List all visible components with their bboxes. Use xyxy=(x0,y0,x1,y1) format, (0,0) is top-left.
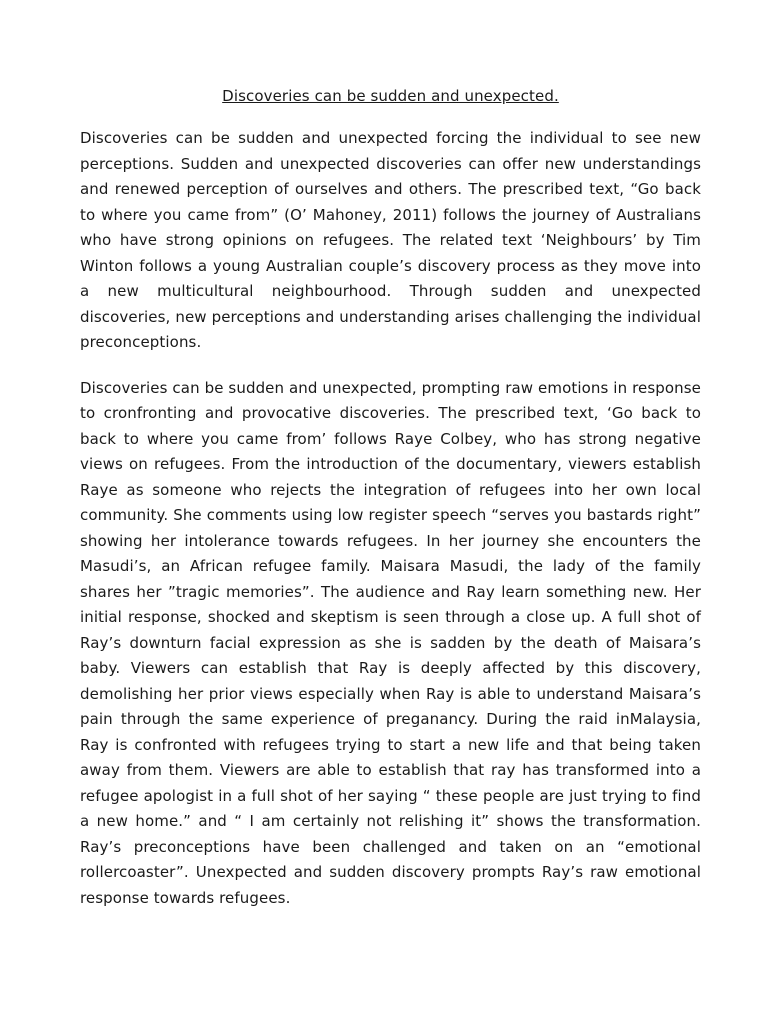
document-title: Discoveries can be sudden and unexpected. xyxy=(222,87,559,105)
paragraph-body: Discoveries can be sudden and unexpected, prompting raw emotions in response to cronfronting and provocative discoveries. The prescribed text, ‘Go back to back to where you came from’ follows Raye Colbey, who has strong negative views on refugees. From the introduction of the documentary, viewers establish Raye as someone who rejects the integration of refugees into her own local community. She comments using low register speech “serves you bastards right” showing her intolerance towards refugees. In her journey she encounters the Masudi’s, an African refugee family. Maisara Masudi, the lady of the family shares her ”tragic memories”. The audience and Ray learn something new. Her initial response, shocked and skeptism is seen through a close up. A full shot of Ray’s downturn facial expression as she is sadden by the death of Maisara’s baby. Viewers can establish that Ray is deeply affected by this discovery, demolishing her prior views especially when Ray is able to understand Maisara’s pain through the same experience of preganancy. During the raid inMalaysia, Ray is confronted with refugees trying to start a new life and that being taken away from them. Viewers are able to establish that ray has transformed into a refugee apologist in a full shot of her saying “ these people are just trying to find a new home.” and “ I am certainly not relishing it” shows the transformation. Ray’s preconceptions have been challenged and taken on an “emotional rollercoaster”. Unexpected and sudden discovery prompts Ray’s raw emotional response towards refugees. xyxy=(80,378,701,907)
paragraph-introduction: Discoveries can be sudden and unexpected forcing the individual to see new perceptions. Sudden and unexpected discoveries can offer new understandings and renewed perception of ourselves and others. The prescribed text, “Go back to where you came from” (O’ Mahoney, 2011) follows the journey of Australians who have strong opinions on refugees. The related text ‘Neighbours’ by Tim Winton follows a young Australian couple’s discovery process as they move into a new multicultural neighbourhood. Through sudden and unexpected discoveries, new perceptions and understanding arises challenging the individual preconceptions. xyxy=(80,129,701,351)
document-body xyxy=(80,86,701,931)
